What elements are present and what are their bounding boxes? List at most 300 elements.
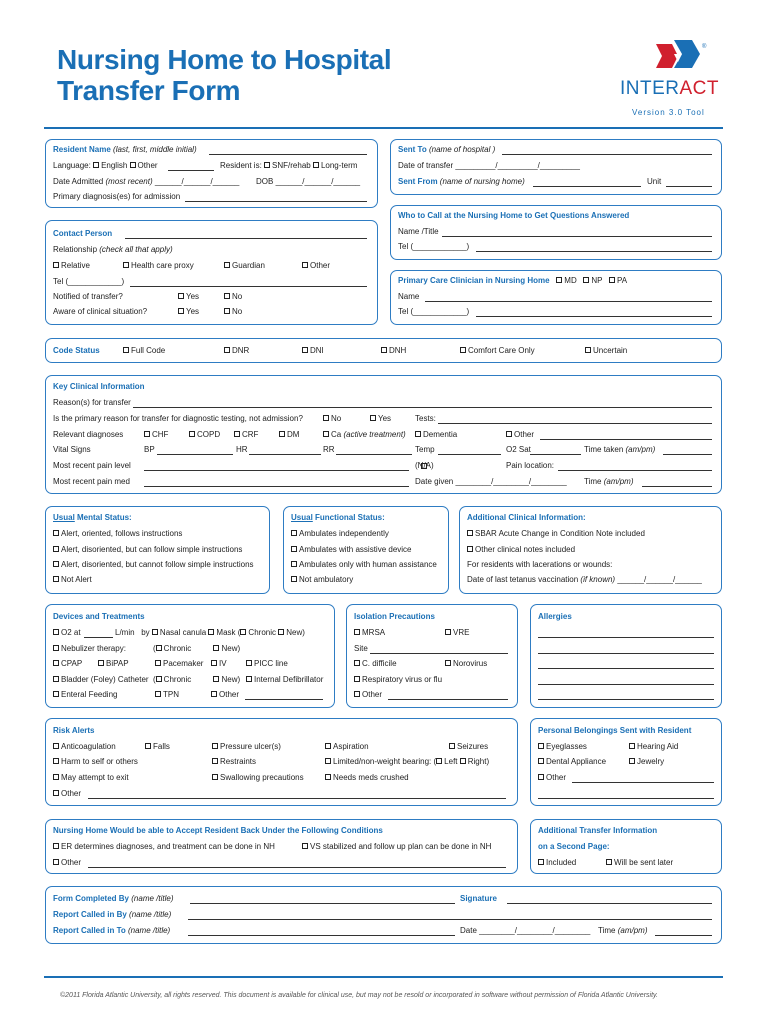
- report-by-label: Report Called in By: [53, 910, 127, 919]
- hr-field[interactable]: [249, 454, 321, 455]
- crushed-checkbox[interactable]: [325, 774, 331, 780]
- hearing-label: Hearing Aid: [637, 742, 679, 751]
- enteral-option: [53, 690, 117, 700]
- bladder-checkbox[interactable]: [53, 676, 59, 682]
- mask-checkbox[interactable]: [208, 629, 214, 635]
- dx-other-checkbox[interactable]: [506, 431, 512, 437]
- risk-other-checkbox[interactable]: [53, 790, 59, 796]
- seizures-checkbox[interactable]: [449, 743, 455, 749]
- completed-by-label: Form Completed By: [53, 894, 130, 903]
- allergies-line-1[interactable]: [538, 637, 714, 638]
- pain-level-field[interactable]: [144, 470, 409, 471]
- o2-new-checkbox[interactable]: [278, 629, 284, 635]
- snf-checkbox[interactable]: [264, 162, 270, 168]
- accept-other-option: [53, 858, 81, 868]
- aspiration-checkbox[interactable]: [325, 743, 331, 749]
- resident-name-hint: (last, first, middle initial): [113, 145, 197, 154]
- functional-option-4: [291, 575, 353, 585]
- notified-no-checkbox[interactable]: [224, 293, 230, 299]
- norovirus-checkbox[interactable]: [445, 660, 451, 666]
- mental-checkbox-1[interactable]: [53, 530, 59, 536]
- eyeglasses-label: Eyeglasses: [546, 742, 587, 751]
- dob-row: [256, 177, 360, 187]
- rr-label: RR: [323, 445, 335, 454]
- temp-field[interactable]: [438, 454, 501, 455]
- full-code-option: [123, 346, 165, 356]
- vre-option: [445, 628, 469, 638]
- bottom-rule: [44, 976, 723, 978]
- belongings-label: Personal Belongings Sent with Resident: [538, 726, 692, 735]
- neb-new-checkbox[interactable]: [213, 645, 219, 651]
- copd-checkbox[interactable]: [189, 431, 195, 437]
- isolation-other-option: [354, 690, 382, 700]
- mental-checkbox-3[interactable]: [53, 561, 59, 567]
- full-code-checkbox[interactable]: [123, 347, 129, 353]
- isolation-other-field[interactable]: [388, 699, 508, 700]
- o2sat-label: O2 Sat: [506, 445, 531, 454]
- report-to-label: Report Called in To: [53, 926, 126, 935]
- by-label: by: [141, 628, 150, 637]
- completed-by-field[interactable]: [190, 903, 455, 904]
- vs-checkbox[interactable]: [302, 843, 308, 849]
- dental-option: [538, 757, 606, 767]
- report-by-row: [53, 910, 171, 920]
- exit-checkbox[interactable]: [53, 774, 59, 780]
- notified-yes-checkbox[interactable]: [178, 293, 184, 299]
- crf-option: [234, 430, 258, 440]
- belongings-other-field[interactable]: [572, 782, 714, 783]
- o2-new-label: New: [286, 628, 303, 637]
- sent-later-checkbox[interactable]: [606, 859, 612, 865]
- isolation-other-checkbox[interactable]: [354, 691, 360, 697]
- bladder-chronic-label: Chronic: [163, 675, 192, 684]
- report-by-field[interactable]: [188, 919, 712, 920]
- dental-checkbox[interactable]: [538, 758, 544, 764]
- aspiration-label: Aspiration: [333, 742, 369, 751]
- temp-label: Temp: [415, 445, 435, 454]
- norovirus-label: Norovirus: [453, 659, 488, 668]
- functional-checkbox-4[interactable]: [291, 576, 297, 582]
- tpn-label: TPN: [163, 690, 179, 699]
- falls-checkbox[interactable]: [145, 743, 151, 749]
- key-clinical-label: Key Clinical Information: [53, 382, 145, 391]
- md-checkbox[interactable]: [556, 277, 562, 283]
- picc-option: [246, 659, 288, 669]
- nasal-label: Nasal canula: [159, 628, 207, 637]
- relationship-other-label: Other: [310, 261, 331, 270]
- sent-from-hint: (name of nursing home): [439, 177, 525, 186]
- tetanus-hint: (if known): [580, 575, 616, 584]
- hcp-checkbox[interactable]: [123, 262, 129, 268]
- completed-by-row: [53, 894, 173, 904]
- devices-other-checkbox[interactable]: [211, 691, 217, 697]
- functional-usual: Usual: [291, 513, 313, 522]
- swallow-label: Swallowing precautions: [220, 773, 304, 782]
- pcc-name-label: Name: [398, 292, 420, 301]
- diagnostic-no-option: [323, 414, 341, 424]
- resident-name-field[interactable]: [209, 154, 367, 155]
- included-checkbox[interactable]: [538, 859, 544, 865]
- uncertain-label: Uncertain: [593, 346, 628, 355]
- contact-person-label: Contact Person: [53, 229, 113, 238]
- pain-med-label: Most recent pain med: [53, 477, 130, 486]
- bladder-option: [53, 675, 149, 685]
- time-taken-field[interactable]: [663, 454, 712, 455]
- pcc-tel-row: [398, 307, 469, 317]
- jewelry-checkbox[interactable]: [629, 758, 635, 764]
- dm-checkbox[interactable]: [279, 431, 285, 437]
- swallow-option: [212, 773, 304, 783]
- who-to-call-name-field[interactable]: [442, 236, 712, 237]
- hearing-checkbox[interactable]: [629, 743, 635, 749]
- pa-checkbox[interactable]: [609, 277, 615, 283]
- primary-dx-field[interactable]: [185, 201, 367, 202]
- crushed-option: [325, 773, 409, 783]
- mental-status-label: Mental Status:: [74, 513, 132, 522]
- title-line-1: Nursing Home to Hospital: [57, 44, 392, 75]
- date-given-label: Date given: [415, 477, 454, 486]
- functional-option-2: [291, 545, 412, 555]
- ca-checkbox[interactable]: [323, 431, 329, 437]
- lacerations-label: For residents with lacerations or wounds:: [467, 560, 613, 569]
- enteral-checkbox[interactable]: [53, 691, 59, 697]
- mental-status-title: [53, 513, 132, 523]
- dementia-checkbox[interactable]: [415, 431, 421, 437]
- anticoag-label: Anticoagulation: [61, 742, 116, 751]
- pressure-checkbox[interactable]: [212, 743, 218, 749]
- defib-label: Internal Defibrillator: [254, 675, 324, 684]
- med-time-ampm: (am/pm): [603, 477, 634, 486]
- who-to-call-tel-label: Tel: [398, 242, 409, 251]
- o2-rate-row: L/min by Nasal canula Mask ( Chronic New): [115, 628, 305, 637]
- na-checkbox[interactable]: [421, 463, 427, 469]
- date-given-row: [415, 477, 567, 487]
- l-min-label: L/min: [115, 628, 135, 637]
- bladder-new-label: New: [221, 675, 238, 684]
- dm-option: [279, 430, 299, 440]
- pressure-option: [212, 742, 281, 752]
- jewelry-option: [629, 757, 664, 767]
- aware-yes-label: Yes: [186, 307, 200, 316]
- date-admitted-hint: (most recent): [105, 177, 153, 186]
- belongings-other-checkbox[interactable]: [538, 774, 544, 780]
- accept-other-label: Other: [61, 858, 82, 867]
- sbar-checkbox[interactable]: [467, 530, 473, 536]
- nebulizer-option: [53, 644, 126, 654]
- hcp-option: [123, 261, 194, 271]
- o2-rate-field[interactable]: [84, 637, 113, 638]
- dnr-checkbox[interactable]: [224, 347, 230, 353]
- date-admitted-field[interactable]: ______/______/______: [154, 177, 240, 186]
- comfort-care-label: Comfort Care Only: [468, 346, 535, 355]
- mental-checkbox-4[interactable]: [53, 576, 59, 582]
- nasal-checkbox[interactable]: [152, 629, 158, 635]
- accept-other-checkbox[interactable]: [53, 859, 59, 865]
- english-label: English: [101, 161, 128, 170]
- top-rule: [44, 127, 723, 129]
- cdiff-option: [354, 659, 397, 669]
- vre-checkbox[interactable]: [445, 629, 451, 635]
- tests-field[interactable]: [438, 423, 712, 424]
- other-language-field[interactable]: [168, 170, 214, 171]
- resp-checkbox[interactable]: [354, 676, 360, 682]
- mrsa-option: [354, 628, 385, 638]
- contact-tel-label: Tel: [53, 277, 64, 286]
- bipap-label: BiPAP: [106, 659, 129, 668]
- contact-area-code[interactable]: (____________): [65, 277, 125, 286]
- uncertain-checkbox[interactable]: [585, 347, 591, 353]
- date-given-field[interactable]: ________/________/________: [455, 477, 567, 486]
- hcp-label: Health care proxy: [131, 261, 194, 270]
- logo-inter: INTER: [620, 78, 680, 99]
- signature-label: Signature: [460, 894, 497, 903]
- tetanus-label: Date of last tetanus vaccination: [467, 575, 579, 584]
- pain-location-field[interactable]: [558, 470, 712, 471]
- sent-to-field[interactable]: [502, 154, 712, 155]
- relationship-hint: (check all that apply): [99, 245, 173, 254]
- mental-label-3: Alert, disoriented, but cannot follow simple instructions: [61, 560, 254, 569]
- primary-dx-label: Primary diagnosis(es) for admission: [53, 192, 181, 201]
- bipap-checkbox[interactable]: [98, 660, 104, 666]
- devices-label: Devices and Treatments: [53, 612, 145, 621]
- contact-tel-field[interactable]: [130, 286, 367, 287]
- defib-checkbox[interactable]: [246, 676, 252, 682]
- bladder-label: Bladder (Foley) Catheter: [61, 675, 149, 684]
- other-language-checkbox[interactable]: [130, 162, 136, 168]
- pcc-name-field[interactable]: [425, 301, 712, 302]
- mental-checkbox-2[interactable]: [53, 546, 59, 552]
- dni-label: DNI: [310, 346, 324, 355]
- report-time-field[interactable]: [655, 935, 712, 936]
- long-term-checkbox[interactable]: [313, 162, 319, 168]
- left-checkbox[interactable]: [436, 758, 442, 764]
- swallow-checkbox[interactable]: [212, 774, 218, 780]
- who-to-call-tel-row: [398, 242, 469, 252]
- functional-status-label: Functional Status:: [312, 513, 385, 522]
- relative-option: [53, 261, 90, 271]
- relationship-other-option: [302, 261, 330, 271]
- nebulizer-checkbox[interactable]: [53, 645, 59, 651]
- allergies-line-2[interactable]: [538, 653, 714, 654]
- functional-checkbox-3[interactable]: [291, 561, 297, 567]
- risk-other-option: [53, 789, 81, 799]
- vs-option: [302, 842, 491, 852]
- vs-label: VS stabilized and follow up plan can be done in NH: [310, 842, 492, 851]
- notified-yes-label: Yes: [186, 292, 200, 301]
- er-label: ER determines diagnoses, and treatment can be done in NH: [61, 842, 275, 851]
- enteral-label: Enteral Feeding: [61, 690, 118, 699]
- dx-other-field[interactable]: [540, 439, 712, 440]
- dob-field[interactable]: ______/______/______: [275, 177, 361, 186]
- er-checkbox[interactable]: [53, 843, 59, 849]
- harm-checkbox[interactable]: [53, 758, 59, 764]
- pa-label: PA: [617, 276, 628, 285]
- dnh-option: [381, 346, 406, 356]
- aware-yes-checkbox[interactable]: [178, 308, 184, 314]
- aware-no-checkbox[interactable]: [224, 308, 230, 314]
- np-checkbox[interactable]: [583, 277, 589, 283]
- functional-option-1: [291, 529, 389, 539]
- neb-chronic-label: Chronic: [163, 644, 192, 653]
- diagnostic-yes-option: [370, 414, 391, 424]
- dob-label: DOB: [256, 177, 274, 186]
- cdiff-checkbox[interactable]: [354, 660, 360, 666]
- functional-checkbox-1[interactable]: [291, 530, 297, 536]
- mental-label-1: Alert, oriented, follows instructions: [61, 529, 183, 538]
- anticoag-checkbox[interactable]: [53, 743, 59, 749]
- functional-option-3: [291, 560, 437, 570]
- med-time-field[interactable]: [642, 486, 712, 487]
- accept-other-field[interactable]: [88, 867, 506, 868]
- neb-new-label: New: [221, 644, 238, 653]
- iv-label: IV: [219, 659, 227, 668]
- jewelry-label: Jewelry: [637, 757, 665, 766]
- chf-checkbox[interactable]: [144, 431, 150, 437]
- belongings-other-option: [538, 773, 566, 783]
- relative-checkbox[interactable]: [53, 262, 59, 268]
- accept-back-label: Nursing Home Would be able to Accept Resident Back Under the Following Conditions: [53, 826, 383, 835]
- limited-wb-checkbox[interactable]: [325, 758, 331, 764]
- notified-no-option: [224, 292, 242, 302]
- dni-checkbox[interactable]: [302, 347, 308, 353]
- contact-person-field[interactable]: [125, 238, 367, 239]
- guardian-checkbox[interactable]: [224, 262, 230, 268]
- iv-checkbox[interactable]: [211, 660, 217, 666]
- dementia-option: [415, 430, 457, 440]
- aspiration-option: [325, 742, 369, 752]
- dnr-label: DNR: [232, 346, 250, 355]
- date-admitted-row: [53, 177, 239, 187]
- report-to-field[interactable]: [188, 935, 455, 936]
- tpn-checkbox[interactable]: [155, 691, 161, 697]
- date-of-transfer-field[interactable]: _________/_________/_________: [455, 161, 580, 170]
- english-checkbox[interactable]: [93, 162, 99, 168]
- neb-chronic-checkbox[interactable]: [156, 645, 162, 651]
- reasons-label: Reason(s) for transfer: [53, 398, 131, 407]
- eyeglasses-checkbox[interactable]: [538, 743, 544, 749]
- included-option: [538, 858, 576, 868]
- pcc-header-row: [398, 276, 627, 286]
- pain-med-field[interactable]: [144, 486, 409, 487]
- rr-field[interactable]: [336, 454, 412, 455]
- notified-yes-option: [178, 292, 199, 302]
- pacemaker-checkbox[interactable]: [155, 660, 161, 666]
- o2-chronic-checkbox[interactable]: [240, 629, 246, 635]
- diagnostic-question: Is the primary reason for transfer for diagnostic testing, not admission?: [53, 414, 303, 423]
- time-taken-label: Time taken: [584, 445, 624, 454]
- o2sat-field[interactable]: [530, 454, 581, 455]
- dnh-checkbox[interactable]: [381, 347, 387, 353]
- bladder-chronic-checkbox[interactable]: [156, 676, 162, 682]
- tpn-option: [155, 690, 179, 700]
- na-paren-label: (N/A): [415, 461, 434, 470]
- med-time-label: Time: [584, 477, 602, 486]
- pcc-tel-field[interactable]: [476, 316, 712, 317]
- who-to-call-tel-field[interactable]: [476, 251, 712, 252]
- md-label: MD: [564, 276, 577, 285]
- functional-checkbox-2[interactable]: [291, 546, 297, 552]
- tetanus-date-field[interactable]: ______/______/______: [617, 575, 702, 584]
- functional-label-1: Ambulates independently: [299, 529, 389, 538]
- functional-status-title: [291, 513, 385, 523]
- diagnostic-no-checkbox[interactable]: [323, 415, 329, 421]
- report-date-field[interactable]: ________/________/________: [479, 926, 591, 935]
- mrsa-checkbox[interactable]: [354, 629, 360, 635]
- belongings-other-label: Other: [546, 773, 567, 782]
- vital-signs-label: Vital Signs: [53, 445, 91, 454]
- pcc-label: Primary Care Clinician in Nursing Home: [398, 276, 550, 285]
- pcc-area-code[interactable]: (____________): [410, 307, 470, 316]
- restraints-option: [212, 757, 256, 767]
- picc-label: PICC line: [254, 659, 288, 668]
- comfort-care-checkbox[interactable]: [460, 347, 466, 353]
- version-label: Version 3.0 Tool: [632, 108, 705, 117]
- interact-logo: [618, 40, 728, 120]
- restraints-checkbox[interactable]: [212, 758, 218, 764]
- diagnostic-no-label: No: [331, 414, 342, 423]
- ca-hint: (active treatment): [343, 430, 406, 439]
- report-date-row: [460, 926, 590, 936]
- picc-checkbox[interactable]: [246, 660, 252, 666]
- crf-checkbox[interactable]: [234, 431, 240, 437]
- who-to-call-area-code[interactable]: (____________): [410, 242, 470, 251]
- allergies-line-3[interactable]: [538, 668, 714, 669]
- cpap-option: [53, 659, 82, 669]
- relationship-other-checkbox[interactable]: [302, 262, 308, 268]
- additional-clinical-label: Additional Clinical Information:: [467, 513, 586, 522]
- report-time-ampm: (am/pm): [617, 926, 648, 935]
- sent-from-field[interactable]: [533, 186, 641, 187]
- risk-other-field[interactable]: [88, 798, 506, 799]
- report-by-hint: (name /title): [129, 910, 172, 919]
- title-line-2: Transfer Form: [57, 75, 241, 106]
- resident-is-label: Resident is:: [220, 161, 262, 170]
- sent-from-row: [398, 177, 525, 187]
- dx-other-option: [506, 430, 534, 440]
- right-checkbox[interactable]: [460, 758, 466, 764]
- aware-no-option: [224, 307, 242, 317]
- crushed-label: Needs meds crushed: [333, 773, 409, 782]
- bladder-new-checkbox[interactable]: [213, 676, 219, 682]
- report-to-row: [53, 926, 170, 936]
- other-notes-label: Other clinical notes included: [475, 545, 576, 554]
- aware-yes-option: [178, 307, 199, 317]
- completed-by-hint: (name /title): [131, 894, 174, 903]
- bp-field[interactable]: [157, 454, 233, 455]
- mental-label-2: Alert, disoriented, but can follow simple instructions: [61, 545, 243, 554]
- reasons-field[interactable]: [133, 407, 712, 408]
- copd-option: [189, 430, 220, 440]
- devices-other-field[interactable]: [245, 699, 323, 700]
- diagnostic-yes-checkbox[interactable]: [370, 415, 376, 421]
- other-notes-checkbox[interactable]: [467, 546, 473, 552]
- mental-usual: Usual: [53, 513, 75, 522]
- iv-option: [211, 659, 227, 669]
- signature-field[interactable]: [507, 903, 712, 904]
- cpap-checkbox[interactable]: [53, 660, 59, 666]
- long-term-label: Long-term: [320, 161, 358, 170]
- o2-chronic-label: Chronic: [248, 628, 276, 637]
- allergies-line-5[interactable]: [538, 699, 714, 700]
- belongings-other-field-2[interactable]: [538, 798, 714, 799]
- allergies-line-4[interactable]: [538, 684, 714, 685]
- falls-label: Falls: [153, 742, 170, 751]
- o2-checkbox[interactable]: [53, 629, 59, 635]
- unit-field[interactable]: [666, 186, 712, 187]
- site-field[interactable]: [370, 653, 508, 654]
- aware-no-label: No: [232, 307, 243, 316]
- time-taken-row: [584, 445, 655, 455]
